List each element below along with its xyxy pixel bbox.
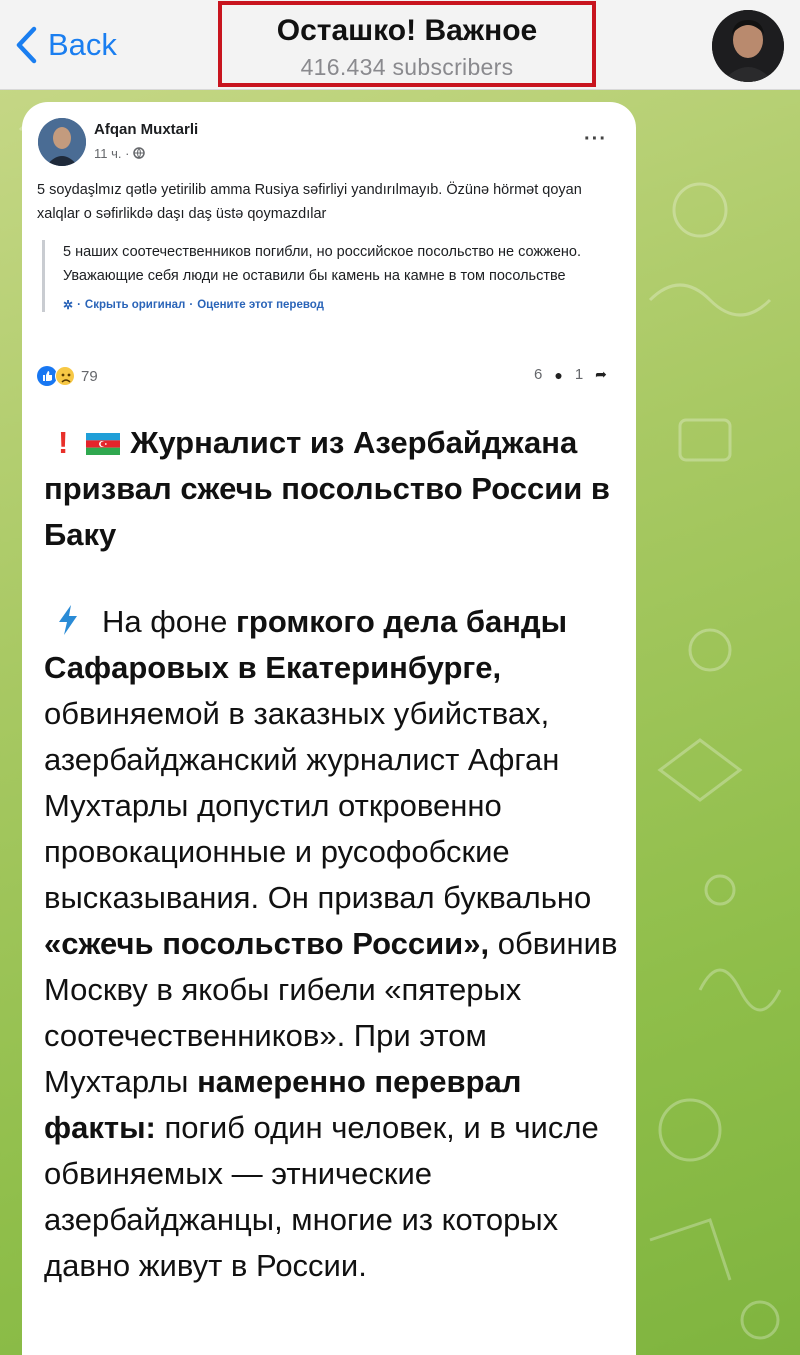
hide-original-link[interactable]: Скрыть оригинал [84, 299, 186, 311]
more-icon[interactable]: ··· [584, 128, 607, 150]
reactions[interactable] [37, 366, 98, 386]
azerbaijan-flag-icon [86, 433, 120, 455]
post-time-text: 11 ч. · [94, 146, 130, 161]
author-name: Afqan Muxtarli [94, 121, 199, 138]
subscriber-count: 416.434 subscribers [300, 54, 514, 80]
body-text-1: На фоне [102, 604, 236, 639]
comment-icon: ● [554, 366, 563, 383]
rate-translation-link[interactable]: Оцените этот перевод [197, 299, 324, 311]
body-bold-2: «сжечь посольство России», [44, 926, 490, 961]
body-text-3: обвинив Москву в якобы гибели «пятерых соотечественников». При этом Мухтарлы [44, 926, 618, 1099]
avatar-image [712, 10, 784, 82]
post-headline [44, 420, 629, 558]
chevron-left-icon [14, 25, 40, 65]
share-icon: ➦ [595, 366, 607, 382]
body-text-4: погиб один человек, и в числе обвиняемых — этнические азербайджанцы, многие из которых давно живут в России. [44, 1110, 599, 1283]
back-label: Back [48, 27, 117, 62]
chat-header [0, 0, 800, 90]
post-original-text: 5 soydaşlmız qətlə yetirilib amma Rusiya səfirliyi yandırılmayıb. Özünə hörmət qoyan xalqlar o səfirlikdə daşı daş üstə qoymazdılar [37, 182, 582, 222]
channel-avatar[interactable] [712, 10, 784, 82]
message-bubble[interactable] [22, 102, 636, 1355]
engagement-counts [534, 366, 607, 383]
body-text-2: обвиняемой в заказных убийствах, азербайджанский журналист Афган Мухтарлы допустил откровенно провокационные и русофобские высказывания. Он призвал буквально [44, 696, 592, 915]
headline-text: Журналист из Азербайджана призвал сжечь посольство России в Баку [44, 425, 610, 552]
back-button[interactable] [14, 20, 117, 70]
message-text [44, 420, 629, 1289]
lightning-icon [56, 604, 80, 636]
shares-count: 1 [574, 366, 584, 383]
body-bold-3: намеренно переврал факты: [44, 1064, 522, 1145]
reactions-count: 79 [81, 367, 98, 385]
post-time [94, 146, 145, 161]
comments-count: 6 [534, 366, 543, 383]
post-body [44, 599, 629, 1289]
translation-links: ✲ · Скрыть оригинал · Оцените этот перевод [63, 298, 324, 312]
exclamation-icon: ! [58, 425, 69, 460]
body-bold-1: громкого дела банды Сафаровых в Екатеринбурге, [44, 604, 568, 685]
author-avatar [38, 118, 86, 166]
gear-icon: ✲ [63, 298, 74, 312]
sad-icon [55, 366, 75, 386]
globe-icon [133, 147, 145, 159]
channel-title: Осташко! Важное [276, 14, 538, 47]
channel-title-area[interactable] [218, 1, 596, 87]
translation-block [42, 240, 622, 312]
like-icon [37, 366, 57, 386]
translation-text: 5 наших соотечественников погибли, но российское посольство не сожжено. Уважающие себя люди не оставили бы камень на камне в том посольстве [63, 244, 581, 284]
